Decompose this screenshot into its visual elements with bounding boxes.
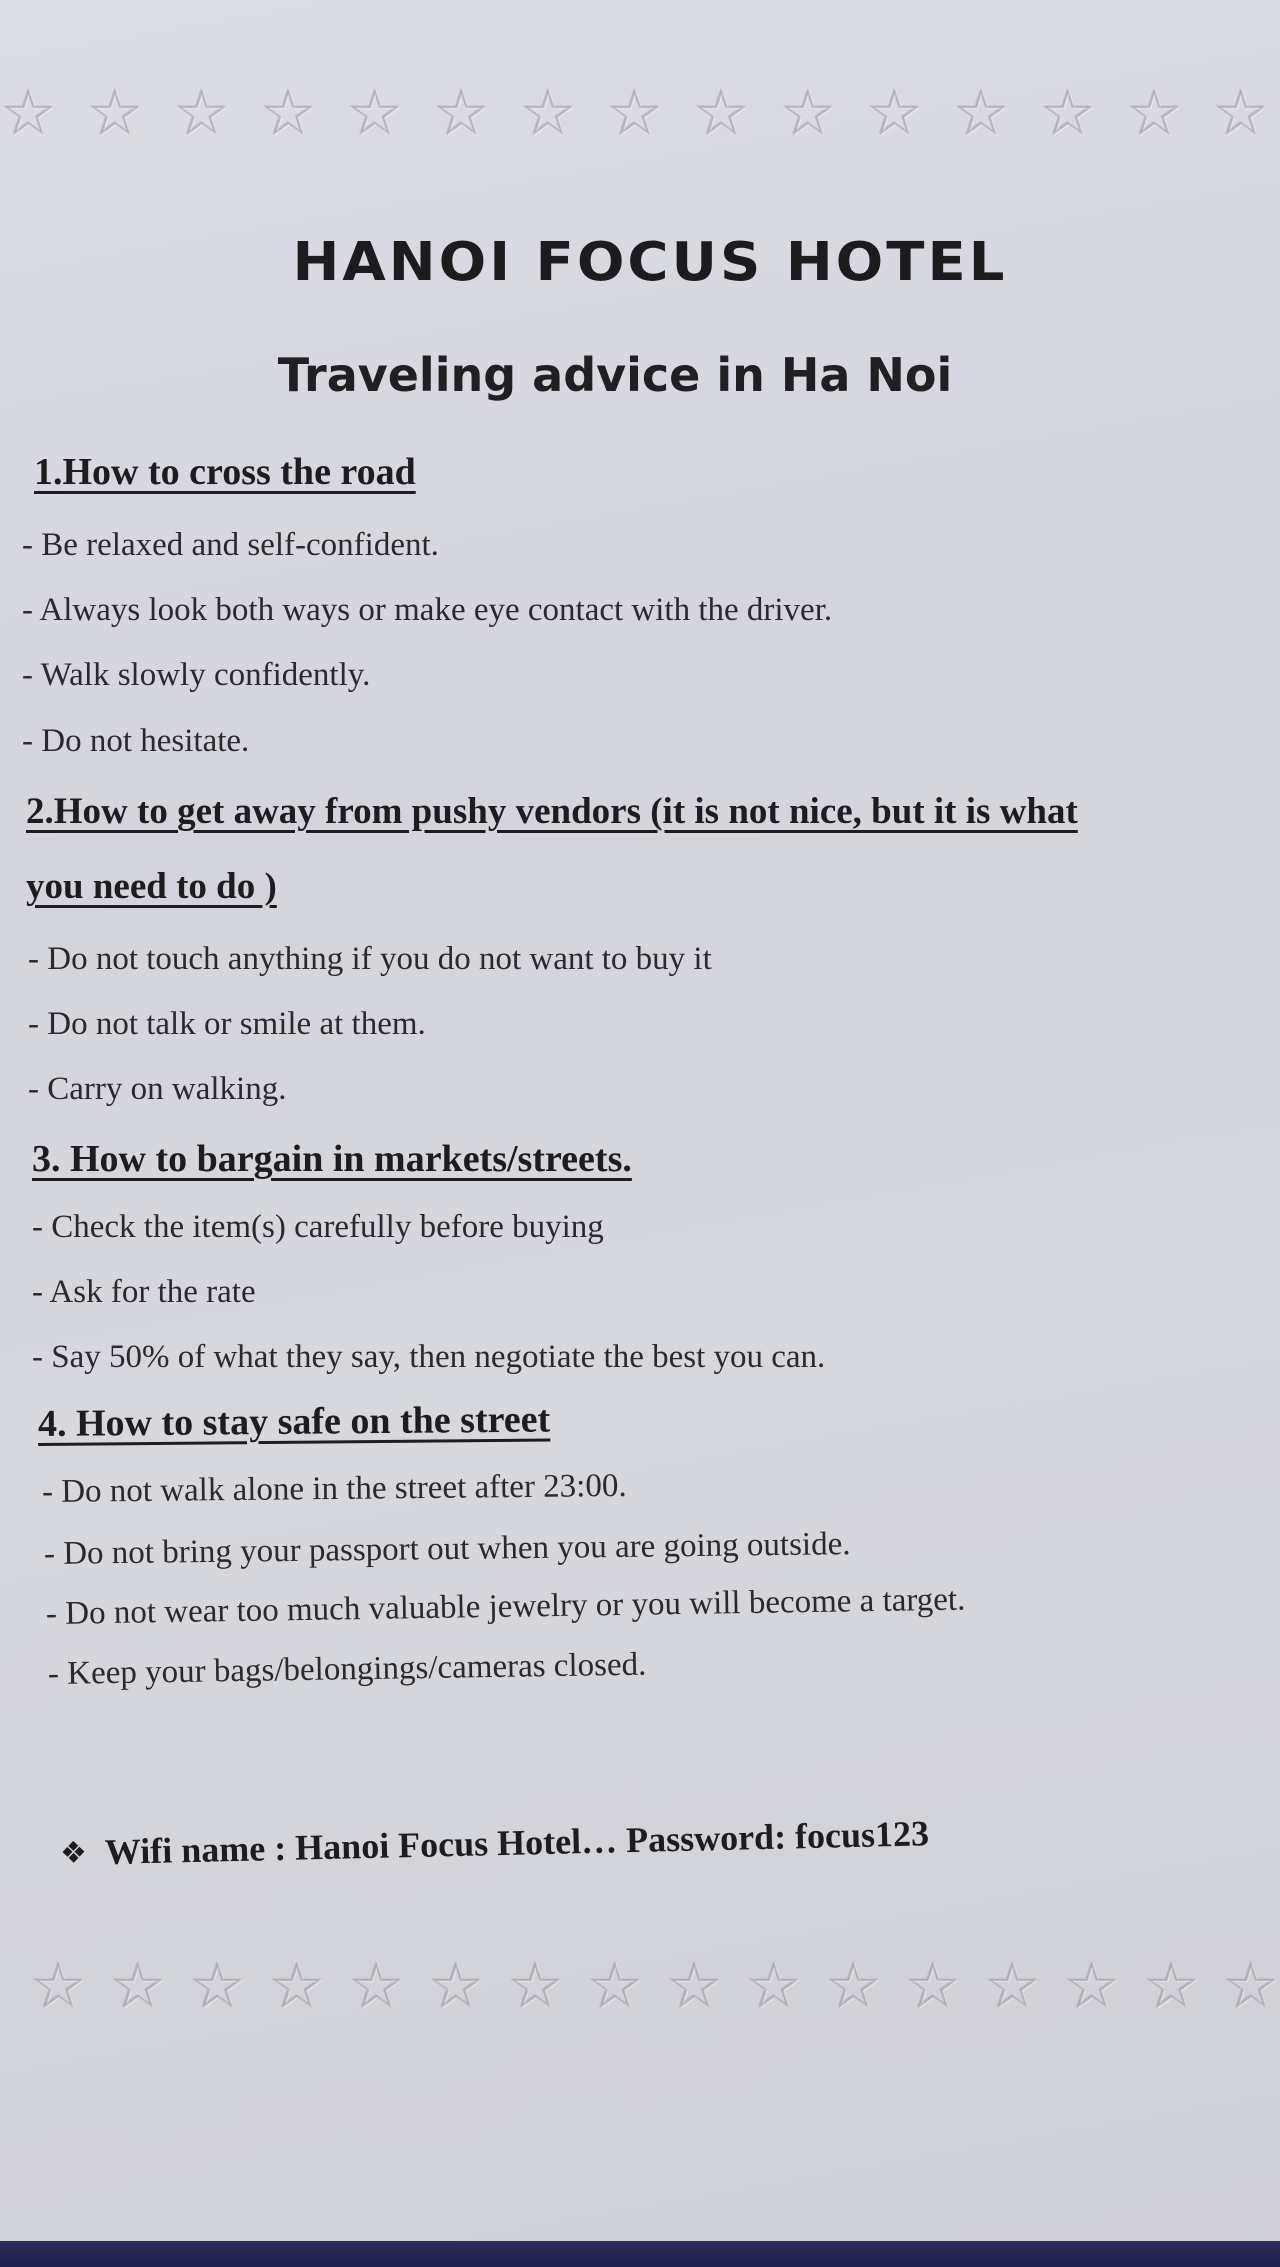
star-icon: ☆	[984, 1950, 1042, 2024]
list-item: - Do not touch anything if you do not want to buy it	[28, 941, 712, 977]
star-icon: ☆	[586, 1950, 644, 2024]
star-icon: ☆	[427, 1950, 485, 2024]
list-item: - Do not wear too much valuable jewelry or you will become a target.	[45, 1581, 966, 1632]
star-icon: ☆	[30, 1950, 88, 2024]
table-edge-band	[0, 2241, 1280, 2267]
star-icon: ☆	[866, 77, 924, 151]
section-heading-bargain: 3. How to bargain in markets/streets.	[32, 1138, 632, 1180]
star-icon: ☆	[346, 77, 404, 151]
star-icon: ☆	[1125, 77, 1184, 151]
star-icon: ☆	[86, 77, 144, 151]
star-icon: ☆	[259, 77, 318, 151]
list-item: - Always look both ways or make eye contact with the driver.	[22, 592, 833, 628]
hotel-name-title: HANOI FOCUS HOTEL	[292, 231, 1008, 294]
star-icon: ☆	[1063, 1950, 1121, 2024]
list-item: - Say 50% of what they say, then negotiate the best you can.	[32, 1339, 826, 1375]
star-icon: ☆	[348, 1950, 406, 2024]
list-item: - Carry on walking.	[28, 1071, 287, 1107]
star-icon: ☆	[952, 77, 1011, 151]
list-item: - Keep your bags/belongings/cameras closed.	[47, 1646, 647, 1692]
page-subtitle: Traveling advice in Ha Noi	[277, 348, 953, 402]
section-heading-stay-safe: 4. How to stay safe on the street	[37, 1398, 551, 1445]
star-icon: ☆	[904, 1950, 962, 2024]
list-item: - Do not bring your passport out when you are going outside.	[43, 1526, 851, 1572]
star-icon: ☆	[1143, 1950, 1201, 2024]
diamond-bullet-icon: ❖	[59, 1835, 88, 1871]
star-icon: ☆	[606, 77, 664, 151]
star-icon: ☆	[1222, 1950, 1280, 2024]
star-icon: ☆	[507, 1950, 565, 2024]
list-item: - Check the item(s) carefully before buying	[32, 1209, 604, 1245]
list-item: - Do not hesitate.	[22, 723, 250, 759]
star-icon: ☆	[433, 77, 491, 151]
star-icon: ☆	[779, 77, 837, 151]
star-icon: ☆	[745, 1950, 803, 2024]
star-icon: ☆	[1212, 77, 1270, 151]
list-item: - Ask for the rate	[32, 1274, 256, 1310]
list-item: - Do not walk alone in the street after 23:00.	[41, 1467, 627, 1510]
star-icon: ☆	[666, 1950, 724, 2024]
star-icon: ☆	[268, 1950, 326, 2024]
decorative-star-row-top	[0, 77, 1270, 151]
star-icon: ☆	[692, 77, 751, 151]
section-heading-pushy-vendors-cont: you need to do )	[26, 866, 277, 907]
wifi-info	[60, 1812, 930, 1874]
decorative-star-row-bottom	[30, 1950, 1280, 2024]
star-icon: ☆	[1039, 77, 1097, 151]
list-item: - Be relaxed and self-confident.	[22, 527, 439, 563]
section-heading-pushy-vendors: 2.How to get away from pushy vendors (it is not nice, but it is what	[26, 791, 1078, 832]
star-icon: ☆	[109, 1950, 167, 2024]
star-icon: ☆	[189, 1950, 247, 2024]
star-icon: ☆	[173, 77, 231, 151]
star-icon: ☆	[0, 77, 58, 151]
star-icon: ☆	[519, 77, 578, 151]
section-heading-cross-road: 1.How to cross the road	[34, 451, 416, 493]
star-icon: ☆	[825, 1950, 883, 2024]
list-item: - Walk slowly confidently.	[22, 657, 371, 693]
list-item: - Do not talk or smile at them.	[28, 1006, 426, 1042]
wifi-credentials: Wifi name : Hanoi Focus Hotel… Password: focus123	[104, 1813, 930, 1872]
